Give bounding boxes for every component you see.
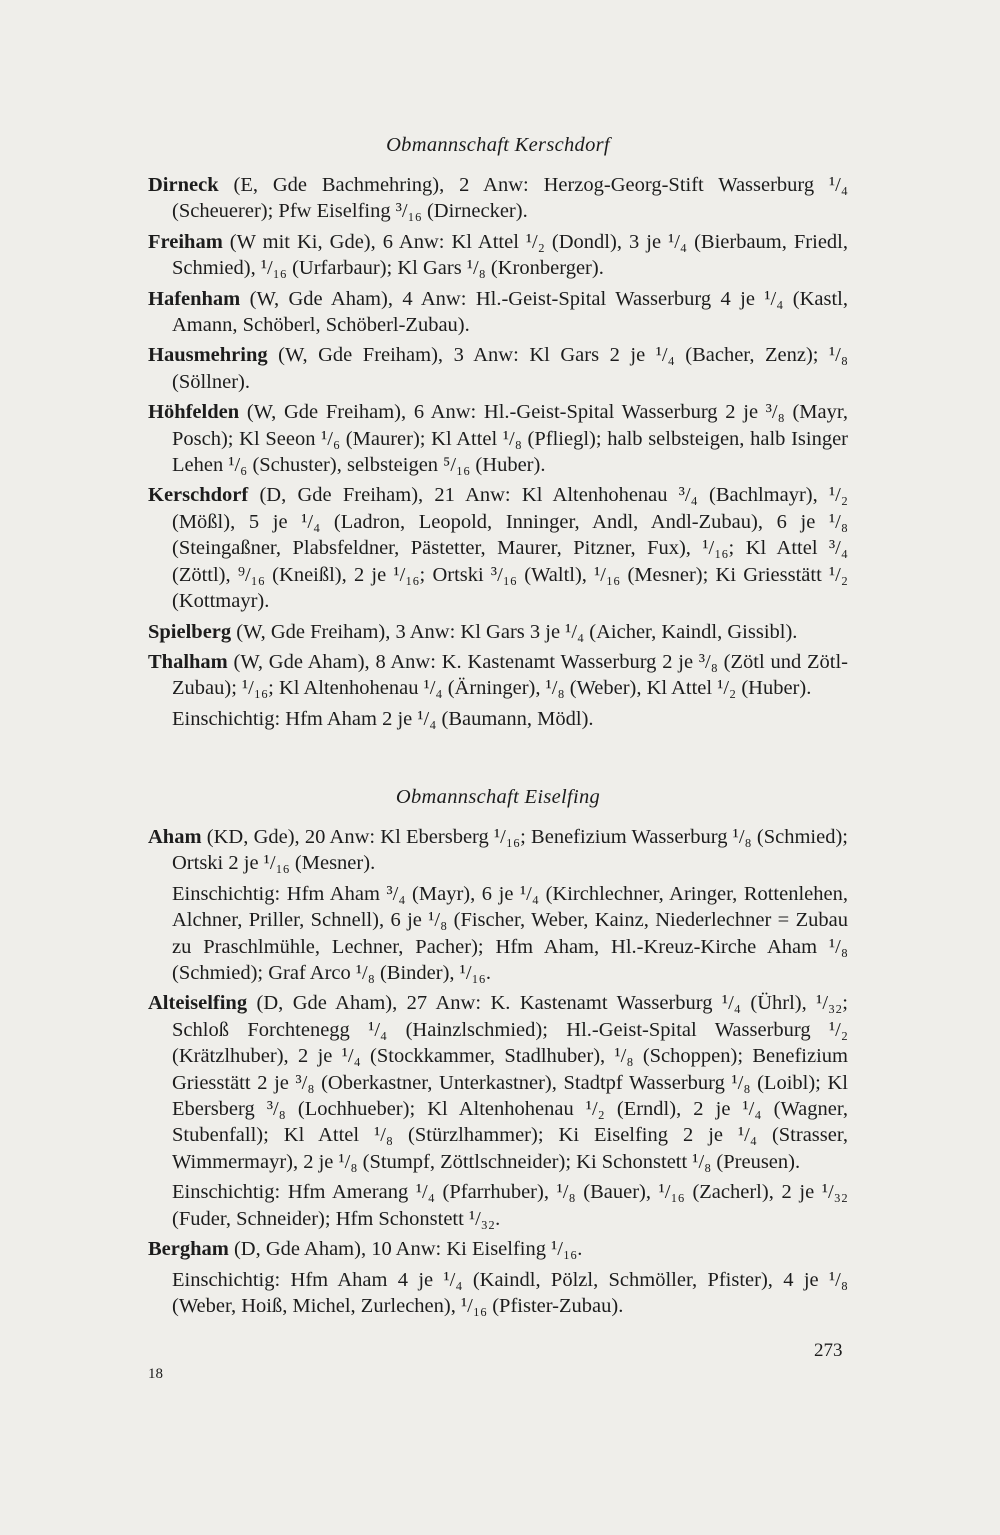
section-heading-eiselfing: Obmannschaft Eiselfing [395,786,601,808]
entry-text: (E, Gde Bachmehring), 2 Anw: Herzog-Georg-Stift Wasserburg ¹/₄ (Scheuerer); Pfw Eiselfing ³/₁₆ (Dirnecker). [172,174,848,223]
entry-text: (KD, Gde), 20 Anw: Kl Ebersberg ¹/₁₆; Benefizium Wasserburg ¹/₈ (Schmied); Ortski 2 je ¹/₁₆ (Mesner). [172,826,848,875]
entry-hoehfelden [148,399,848,478]
entry-text: (D, Gde Aham), 10 Anw: Ki Eiselfing ¹/₁₆. [228,1238,583,1261]
place-name: Alteiselfing [148,992,248,1015]
place-name: Thalham [148,650,228,673]
entry-text: (W, Gde Freiham), 3 Anw: Kl Gars 3 je ¹/₄ (Aicher, Kaindl, Gissibl). [231,620,798,643]
einschichtig-note-alteiselfing: Einschichtig: Hfm Amerang ¹/₄ (Pfarrhuber), ¹/₈ (Bauer), ¹/₁₆ (Zacherl), 2 je ¹/₃₂ (Fuder, Schneider); Hfm Schonstett ¹/₃₂. [172,1181,848,1230]
entry-text: (W, Gde Aham), 4 Anw: Hl.-Geist-Spital Wasserburg 4 je ¹/₄ (Kastl, Amann, Schöberl, Schöberl-Zubau). [172,287,848,337]
entry-text: (W, Gde Aham), 8 Anw: K. Kastenamt Wasserburg 2 je ³/₈ (Zötl und Zötl-Zubau); ¹/₁₆; Kl Altenhohenau ¹/₄ (Ärninger), ¹/₈ (Weber), Kl Attel ¹/₂ (Huber). [172,650,848,700]
section-eiselfing [148,824,848,1323]
entry-thalham [148,649,848,702]
entry-text: (D, Gde Aham), 27 Anw: K. Kastenamt Wasserburg ¹/₄ (Ührl), ¹/₃₂; Schloß Forchtenegg ¹/₄ (Hainzlschmied); Hl.-Geist-Spital Wasserburg ¹/₂ (Krätzlhuber), 2 je ¹/₄ (Stockkammer, Stadlhuber), ¹/₈ (Schoppen); Benefizium Griesstätt 2 je ³/₈ (Oberkastner, Unterkastner), Stadtpf Wasserburg ¹/₈ (Loibl); Kl Ebersberg ³/₈ (Lochhueber); Kl Altenhohenau ¹/₂ (Erndl), 2 je ¹/₄ (Wagner, Stubenfall); Kl Attel ¹/₈ (Stürzlhammer); Ki Eiselfing 2 je ¹/₄ (Strasser, Wimmermayr), 2 je ¹/₈ (Stumpf, Zöttlschneider); Ki Schonstett ¹/₈ (Preusen). [172,992,848,1173]
place-name: Höhfelden [148,401,240,424]
page-number: 273 [814,1340,843,1361]
place-name: Dirneck [148,174,219,196]
place-name: Hausmehring [148,344,268,367]
einschichtig-note-aham: Einschichtig: Hfm Aham ³/₄ (Mayr), 6 je ¹/₄ (Kirchlechner, Aringer, Rottenlehen, Alchner, Priller, Schnell), 6 je ¹/₈ (Fischer, Weber, Kainz, Niederlechner = Zubau zu Praschlmühle, Lechner, Pacher); Hfm Aham, Hl.-Kreuz-Kirche Aham ¹/₈ (Schmied); Graf Arco ¹/₈ (Binder), ¹/₁₆. [172,882,848,985]
entry-hafenham [148,286,848,339]
place-name: Aham [148,826,202,848]
entry-dirneck [148,172,848,225]
entry-bergham [148,1236,848,1262]
entry-text: (W, Gde Freiham), 3 Anw: Kl Gars 2 je ¹/₄ (Bacher, Zenz); ¹/₈ (Söllner). [172,344,848,393]
entry-alteiselfing [148,990,848,1175]
entry-aham [148,824,848,877]
entry-text: (D, Gde Freiham), 21 Anw: Kl Altenhohenau ³/₄ (Bachlmayr), ¹/₂ (Mößl), 5 je ¹/₄ (Ladron, Leopold, Inninger, Andl, Andl-Zubau), 6 je ¹/₈ (Steingaßner, Plabsfeldner, Pästetter, Maurer, Pitzner, Fux), ¹/₁₆; Kl Attel ³/₄ (Zöttl), ⁹/₁₆ (Kneißl), 2 je ¹/₁₆; Ortski ³/₁₆ (Waltl), ¹/₁₆ (Mesner); Ki Griesstätt ¹/₂ (Kottmayr). [172,484,848,613]
einschichtig-note-thalham: Einschichtig: Hfm Aham 2 je ¹/₄ (Baumann, Mödl). [172,707,594,730]
entry-text: (W, Gde Freiham), 6 Anw: Hl.-Geist-Spital Wasserburg 2 je ³/₈ (Mayr, Posch); Kl Seeon ¹/₆ (Maurer); Kl Attel ¹/₈ (Pfliegl); halb selbsteigen, halb Isinger Lehen ¹/₆ (Schuster), selbsteigen ⁵/₁₆ (Huber). [172,401,848,477]
signature-mark: 18 [148,1366,163,1382]
place-name: Bergham [148,1238,229,1261]
entry-spielberg [148,619,848,645]
entry-text: (W mit Ki, Gde), 6 Anw: Kl Attel ¹/₂ (Dondl), 3 je ¹/₄ (Bierbaum, Friedl, Schmied), ¹/₁₆ (Urfarbaur); Kl Gars ¹/₈ (Kronberger). [172,230,848,280]
place-name: Spielberg [148,620,232,643]
entry-kerschdorf [148,482,848,614]
entry-hausmehring [148,342,848,395]
place-name: Hafenham [148,287,241,310]
section-kerschdorf [148,172,848,736]
einschichtig-note-bergham: Einschichtig: Hfm Aham 4 je ¹/₄ (Kaindl, Pölzl, Schmöller, Pfister), 4 je ¹/₈ (Weber, Hoiß, Michel, Zurlechen), ¹/₁₆ (Pfister-Zubau). [172,1268,848,1317]
place-name: Freiham [148,230,223,253]
section-heading-kerschdorf: Obmannschaft Kerschdorf [386,134,610,156]
entry-freiham [148,229,848,282]
place-name: Kerschdorf [148,484,249,507]
